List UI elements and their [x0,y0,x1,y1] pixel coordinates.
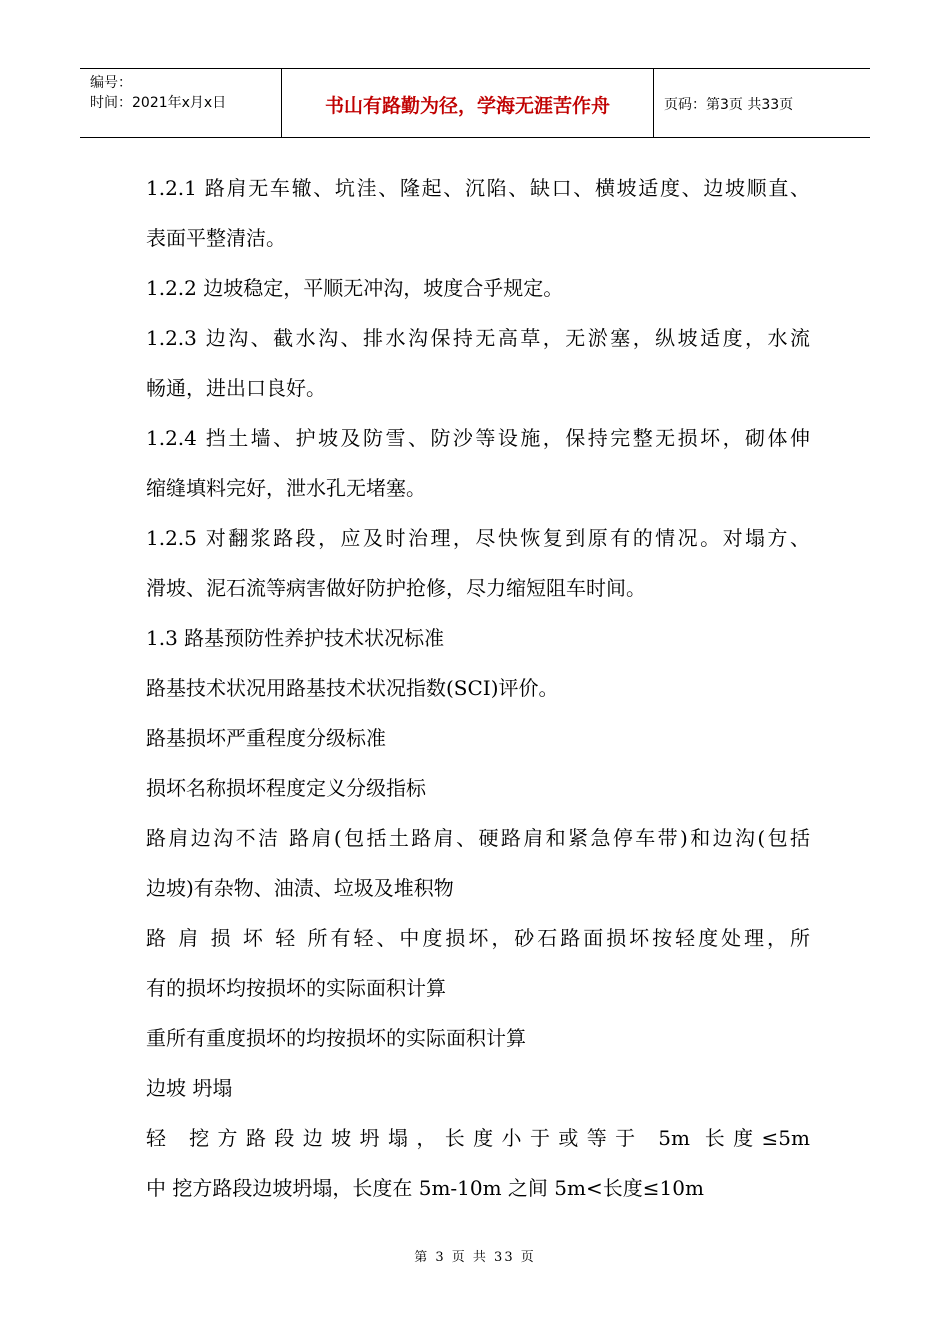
document-body [146,163,810,1213]
body-line: 缩缝填料完好，泄水孔无堵塞。 [146,476,426,500]
body-line: 1.3 路基预防性养护技术状况标准 [146,626,445,650]
header-motto: 书山有路勤为径，学海无涯苦作舟 [324,95,610,117]
body-line: 损坏名称损坏程度定义分级指标 [146,776,426,800]
header-page-code: 页码：第3页 共33页 [664,97,794,113]
document-number-label: 编号： [90,75,132,91]
header-motto-cell [282,69,654,137]
document-date-label: 时间：2021年x月x日 [90,95,227,111]
header-info-cell [80,69,282,137]
body-line: 1.2.4 挡土墙、护坡及防雪、防沙等设施，保持完整无损坏，砌体伸 [146,426,810,450]
body-line: 中 挖方路段边坡坍塌，长度在 5m-10m 之间 5m<长度≤10m [146,1176,704,1200]
page-footer: 第 3 页 共 33 页 [414,1250,536,1265]
body-line: 畅通，进出口良好。 [146,376,326,400]
body-line: 表面平整清洁。 [146,226,286,250]
body-line: 边坡)有杂物、油渍、垃圾及堆积物 [146,876,454,900]
body-line: 1.2.3 边沟、截水沟、排水沟保持无高草，无淤塞，纵坡适度，水流 [146,326,810,350]
body-line: 1.2.5 对翻浆路段，应及时治理，尽快恢复到原有的情况。对塌方、 [146,526,810,550]
body-line: 1.2.1 路肩无车辙、坑洼、隆起、沉陷、缺口、横坡适度、边坡顺直、 [146,176,810,200]
body-line: 滑坡、泥石流等病害做好防护抢修，尽力缩短阻车时间。 [146,576,646,600]
body-line: 边坡 坍塌 [146,1076,233,1100]
body-line: 路基损坏严重程度分级标准 [146,726,386,750]
body-line: 轻 挖方路段边坡坍塌，长度小于或等于 5m 长度≤5m [146,1126,810,1150]
body-line: 重所有重度损坏的均按损坏的实际面积计算 [146,1026,526,1050]
page-header [80,68,870,138]
header-page-cell [654,69,870,137]
body-line: 有的损坏均按损坏的实际面积计算 [146,976,446,1000]
body-line: 路 肩 损 坏 轻 所有轻、中度损坏，砂石路面损坏按轻度处理，所 [146,926,810,950]
body-line: 路基技术状况用路基技术状况指数(SCI)评价。 [146,676,559,700]
body-line: 1.2.2 边坡稳定，平顺无冲沟，坡度合乎规定。 [146,276,564,300]
body-line: 路肩边沟不洁 路肩(包括土路肩、硬路肩和紧急停车带)和边沟(包括 [146,826,810,850]
